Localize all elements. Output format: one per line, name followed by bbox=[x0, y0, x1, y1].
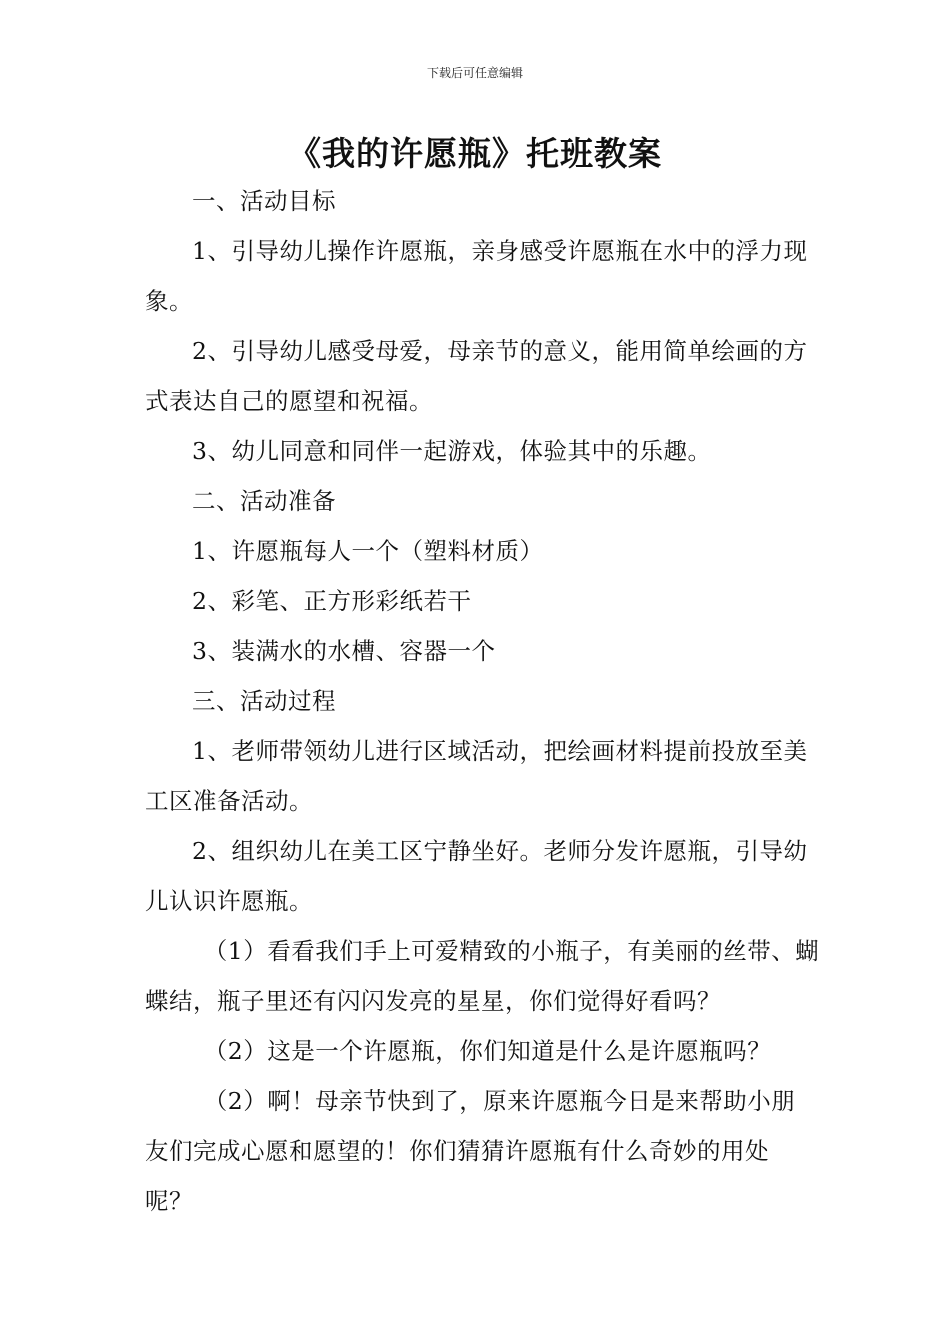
paragraph: （2）这是一个许愿瓶，你们知道是什么是许愿瓶吗？ bbox=[203, 1037, 772, 1065]
paragraph: 1、引导幼儿操作许愿瓶，亲身感受许愿瓶在水中的浮力现象。 bbox=[145, 237, 808, 315]
paragraph: 2、引导幼儿感受母爱，母亲节的意义，能用简单绘画的方式表达自己的愿望和祝福。 bbox=[145, 337, 808, 415]
header-note: 下载后可任意编辑 bbox=[426, 66, 523, 80]
document-title: 《我的许愿瓶》托班教案 bbox=[288, 134, 662, 173]
paragraph: （2）啊！母亲节快到了，原来许愿瓶今日是来帮助小朋友们完成心愿和愿望的！你们猜猜许愿瓶有什么奇妙的用处呢？ bbox=[145, 1087, 796, 1215]
paragraph: 1、老师带领幼儿进行区域活动，把绘画材料提前投放至美工区准备活动。 bbox=[145, 737, 808, 815]
section-heading-process: 三、活动过程 bbox=[192, 687, 336, 715]
paragraph: 1、许愿瓶每人一个（塑料材质） bbox=[192, 537, 544, 565]
section-heading-preparation: 二、活动准备 bbox=[192, 487, 336, 515]
paragraph: 2、彩笔、正方形彩纸若干 bbox=[192, 587, 472, 615]
paragraph: 3、装满水的水槽、容器一个 bbox=[192, 637, 496, 665]
paragraph: 3、幼儿同意和同伴一起游戏，体验其中的乐趣。 bbox=[192, 437, 712, 465]
paragraph: （1）看看我们手上可爱精致的小瓶子，有美丽的丝带、蝴蝶结，瓶子里还有闪闪发亮的星星，你们觉得好看吗？ bbox=[145, 937, 820, 1015]
paragraph: 2、组织幼儿在美工区宁静坐好。老师分发许愿瓶，引导幼儿认识许愿瓶。 bbox=[145, 837, 808, 915]
document-body bbox=[145, 176, 820, 1226]
section-heading-goals: 一、活动目标 bbox=[192, 187, 336, 215]
